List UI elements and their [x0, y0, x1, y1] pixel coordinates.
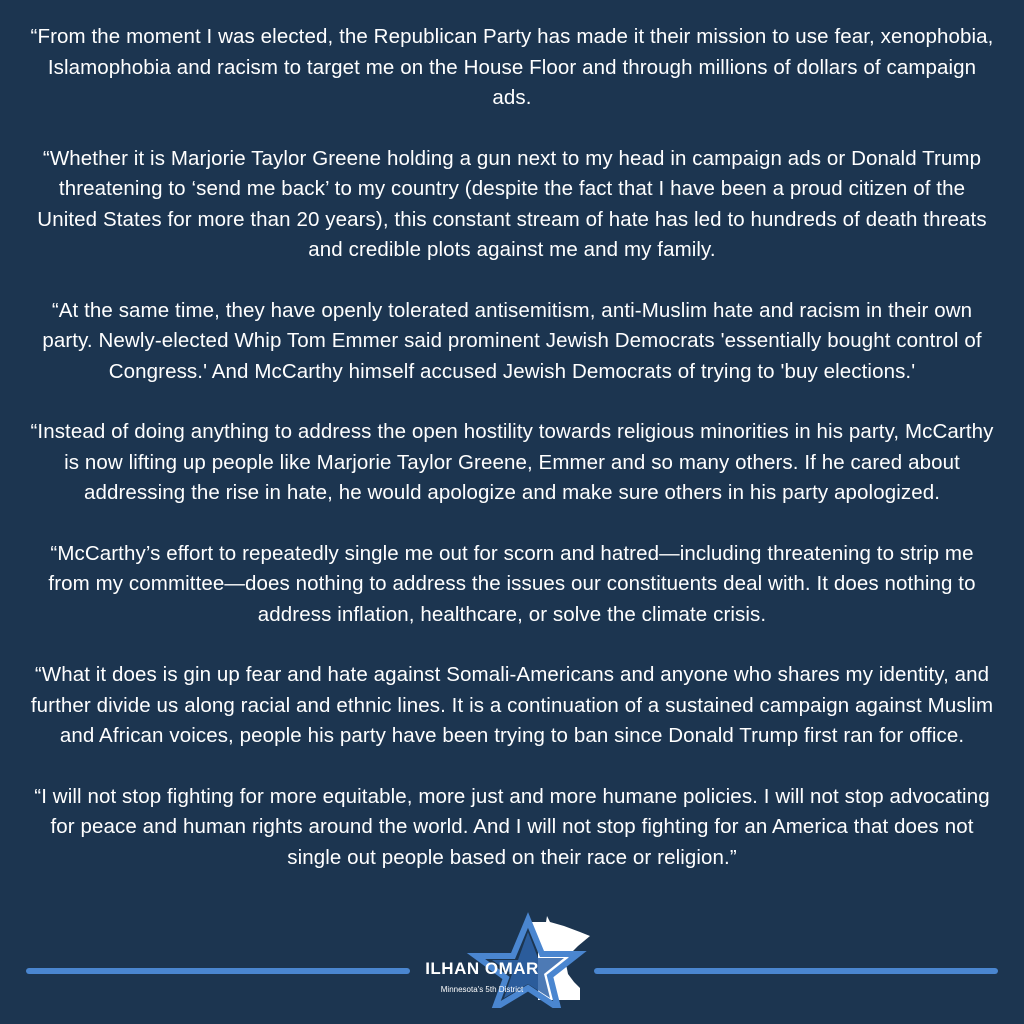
- statement-paragraph-1: “From the moment I was elected, the Republican Party has made it their mission to use fear, xenophobia, Islamophobia and racism to target me on the House Floor and through millions of dollars of campaign ads.: [30, 25, 994, 109]
- logo-name: ILHAN OMAR: [425, 959, 539, 978]
- statement-paragraph-6: “What it does is gin up fear and hate against Somali-Americans and anyone who shares my identity, and further divide us along racial and ethnic lines. It is a continuation of a sustained campaign against Muslim and African voices, people his party have been trying to ban since Donald Trump first ran for office.: [30, 663, 994, 747]
- statement-paragraph-3: “At the same time, they have openly tolerated antisemitism, anti-Muslim hate and racism in their own party. Newly-elected Whip Tom Emmer said prominent Jewish Democrats 'essentially bought control of Congress.' And McCarthy himself accused Jewish Democrats of trying to 'buy elections.': [42, 298, 982, 383]
- statement-paragraph-2: “Whether it is Marjorie Taylor Greene holding a gun next to my head in campaign ads or Donald Trump threatening to ‘send me back’ to my country (despite the fact that I have been a proud citizen of the United States for more than 20 years), this constant stream of hate has led to hundreds of death threats and credible plots against me and my family.: [37, 146, 987, 261]
- logo-district: Minnesota's 5th District: [440, 985, 524, 994]
- statement-paragraph-7: “I will not stop fighting for more equitable, more just and more humane policies. I will not stop advocating for peace and human rights around the world. And I will not stop fighting for an America that does not single out people based on their race or religion.”: [34, 784, 990, 869]
- statement-paragraph-4: “Instead of doing anything to address the open hostility towards religious minorities in his party, McCarthy is now lifting up people like Marjorie Taylor Greene, Emmer and so many others. If he cared about addressing the rise in hate, he would apologize and make sure others in his party apologized.: [30, 420, 994, 504]
- footer-divider-left: [26, 968, 410, 974]
- footer-divider-right: [594, 968, 998, 974]
- statement: [28, 22, 996, 903]
- statement-paragraph-5: “McCarthy’s effort to repeatedly single me out for scorn and hatred—including threatening to strip me from my committee—does nothing to address the issues our constituents deal with. It does nothing to address inflation, healthcare, or solve the climate crisis.: [48, 541, 976, 626]
- logo: [400, 912, 600, 1008]
